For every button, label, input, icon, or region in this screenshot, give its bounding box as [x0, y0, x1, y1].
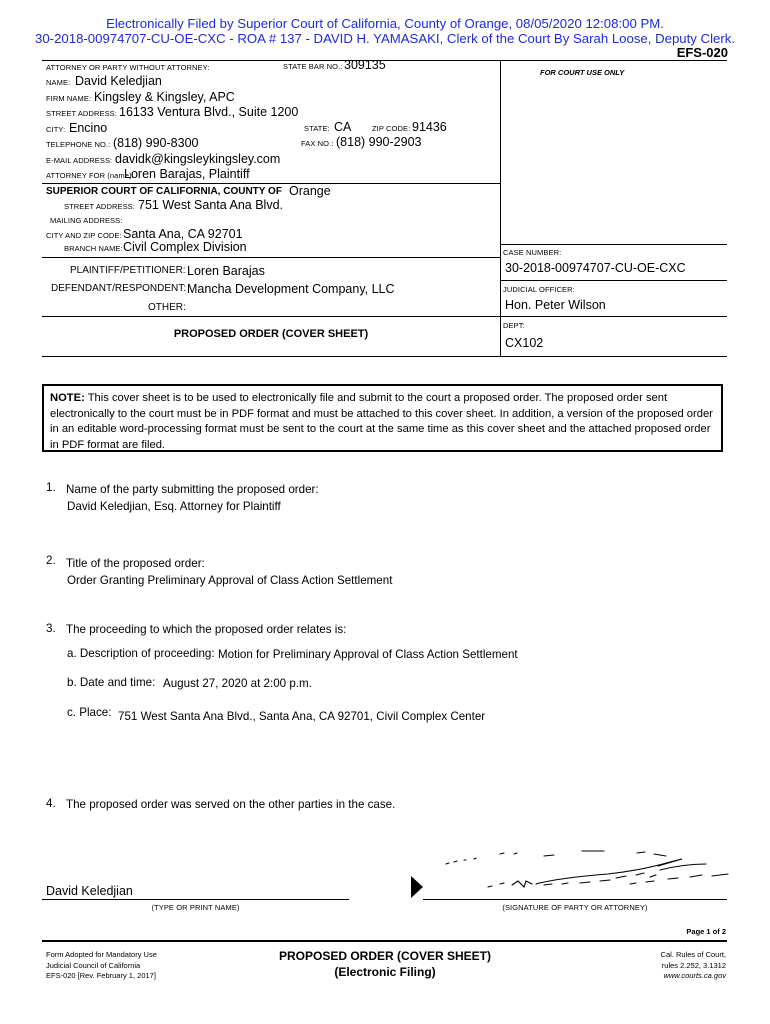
city-value: Encino [69, 121, 108, 135]
item-3a-label: a. Description of proceeding: [67, 647, 215, 660]
plaintiff-label: PLAINTIFF/PETITIONER: [70, 265, 186, 276]
court-city-value: Santa Ana, CA 92701 [123, 227, 243, 241]
footer-left [46, 950, 157, 982]
printed-name: David Keledjian [46, 884, 133, 898]
note-box [42, 384, 723, 452]
court-street-label: STREET ADDRESS: [64, 202, 135, 211]
officer-bottom [500, 316, 727, 317]
phone-value: (818) 990-8300 [113, 136, 199, 150]
sign-here-arrow-icon [411, 876, 423, 898]
attorney-box-bottom [42, 183, 500, 184]
fax-label: FAX NO.: [301, 139, 334, 148]
document-title: PROPOSED ORDER (COVER SHEET) [173, 328, 369, 340]
footer-left-line-1: Form Adopted for Mandatory Use [46, 950, 157, 959]
court-county: Orange [289, 184, 331, 198]
footer-rule [42, 940, 727, 942]
state-value: CA [334, 120, 352, 134]
item-4-number: 4. [46, 797, 56, 810]
item-4-label: The proposed order was served on the other parties in the case. [66, 798, 396, 811]
court-street-value: 751 West Santa Ana Blvd. [138, 198, 284, 212]
other-label: OTHER: [148, 302, 186, 313]
mailing-label: MAILING ADDRESS: [50, 216, 123, 225]
court-use-bottom [500, 244, 727, 245]
page-number: Page 1 of 2 [686, 927, 726, 936]
item-1-value: David Keledjian, Esq. Attorney for Plaintiff [67, 500, 281, 513]
handwritten-signature [440, 840, 740, 900]
item-3c-value: 751 West Santa Ana Blvd., Santa Ana, CA 92701, Civil Complex Center [118, 710, 486, 723]
court-city-label: CITY AND ZIP CODE: [46, 231, 122, 240]
note-label: NOTE: [50, 392, 85, 404]
court-use-label: FOR COURT USE ONLY [540, 68, 625, 77]
firm-label: FIRM NAME: [46, 94, 92, 103]
footer-right-line-1: Cal. Rules of Court, [660, 950, 726, 959]
item-3a-value: Motion for Preliminary Approval of Class Action Settlement [218, 648, 518, 661]
name-label: NAME: [46, 78, 71, 87]
court-use-divider [500, 60, 501, 356]
item-3b-label: b. Date and time: [67, 676, 156, 689]
attorney-name-value: David Keledjian [75, 74, 162, 88]
item-3-label: The proceeding to which the proposed order relates is: [66, 623, 347, 636]
printed-name-line [42, 899, 349, 900]
street-label: STREET ADDRESS: [46, 109, 117, 118]
city-label: CITY: [46, 125, 66, 134]
type-print-name-label: (TYPE OR PRINT NAME) [151, 903, 240, 912]
form-id: EFS-020 [676, 45, 728, 60]
item-3c-label: c. Place: [67, 706, 112, 719]
header-bottom-rule [42, 356, 727, 357]
case-number-bottom [500, 280, 727, 281]
footer-right [661, 950, 726, 982]
note-text: This cover sheet is to be used to electronically file and submit to the court a proposed order. The proposed order sent electronically to the court must be in PDF format and must be attached to this cover sheet. In addition, a version of the proposed order in an editable word-processing format must be sent to the court at the same time as this cover sheet and the attached proposed order in PDF format are filed. [50, 392, 713, 451]
item-2-number: 2. [46, 554, 56, 567]
state-bar-value: 309135 [344, 58, 386, 72]
email-value: davidk@kingsleykingsley.com [115, 152, 281, 166]
defendant-value: Mancha Development Company, LLC [187, 282, 395, 296]
case-number-label: CASE NUMBER: [503, 248, 562, 257]
attorney-header-label: ATTORNEY OR PARTY WITHOUT ATTORNEY: [46, 63, 210, 72]
note-content [50, 391, 721, 453]
firm-value: Kingsley & Kingsley, APC [94, 90, 235, 104]
judicial-officer-value: Hon. Peter Wilson [505, 298, 606, 312]
filing-stamp-line-2: 30-2018-00974707-CU-OE-CXC - ROA # 137 - DAVID H. YAMASAKI, Clerk of the Court By Sarah Loose, Deputy Clerk. [35, 31, 735, 46]
parties-bottom [42, 316, 500, 317]
footer-title: PROPOSED ORDER (COVER SHEET) [278, 949, 492, 963]
state-label: STATE: [304, 124, 330, 133]
zip-value: 91436 [412, 120, 447, 134]
zip-label: ZIP CODE: [372, 124, 411, 133]
courts-website-link[interactable]: www.courts.ca.gov [663, 971, 726, 980]
branch-value: Civil Complex Division [123, 240, 247, 254]
footer-subtitle: (Electronic Filing) [334, 965, 436, 979]
defendant-label: DEFENDANT/RESPONDENT: [51, 283, 187, 294]
item-1-number: 1. [46, 481, 56, 494]
item-2-label: Title of the proposed order: [66, 557, 205, 570]
item-3-number: 3. [46, 622, 56, 635]
dept-label: DEPT: [503, 321, 525, 330]
plaintiff-value: Loren Barajas [187, 264, 265, 278]
item-1-label: Name of the party submitting the proposed order: [66, 483, 319, 496]
footer-right-line-2: rules 2.252, 3.1312 [661, 960, 726, 970]
branch-label: BRANCH NAME: [64, 244, 123, 253]
signature-line [423, 899, 727, 900]
filing-stamp-line-1: Electronically Filed by Superior Court of California, County of Orange, 08/05/2020 12:08:00 PM. [106, 16, 664, 31]
footer-left-line-2: Judicial Council of California [46, 960, 141, 970]
court-box-bottom [42, 257, 500, 258]
attorney-for-label: ATTORNEY FOR (name): [46, 171, 134, 180]
attorney-for-value: Loren Barajas, Plaintiff [124, 167, 250, 181]
street-value: 16133 Ventura Blvd., Suite 1200 [119, 105, 299, 119]
signature-label: (SIGNATURE OF PARTY OR ATTORNEY) [502, 903, 648, 912]
court-title: SUPERIOR COURT OF CALIFORNIA, COUNTY OF [46, 186, 282, 197]
fax-value: (818) 990-2903 [336, 135, 422, 149]
footer-left-line-3: EFS-020 [Rev. February 1, 2017] [46, 971, 156, 980]
email-label: E-MAIL ADDRESS: [46, 156, 113, 165]
item-2-value: Order Granting Preliminary Approval of Class Action Settlement [67, 574, 393, 587]
state-bar-label: STATE BAR NO.: [283, 62, 343, 71]
case-number-value: 30-2018-00974707-CU-OE-CXC [505, 261, 686, 275]
footer-center [230, 948, 540, 980]
item-3b-value: August 27, 2020 at 2:00 p.m. [163, 677, 312, 690]
dept-value: CX102 [505, 336, 544, 350]
judicial-officer-label: JUDICIAL OFFICER: [503, 285, 575, 294]
phone-label: TELEPHONE NO.: [46, 140, 111, 149]
